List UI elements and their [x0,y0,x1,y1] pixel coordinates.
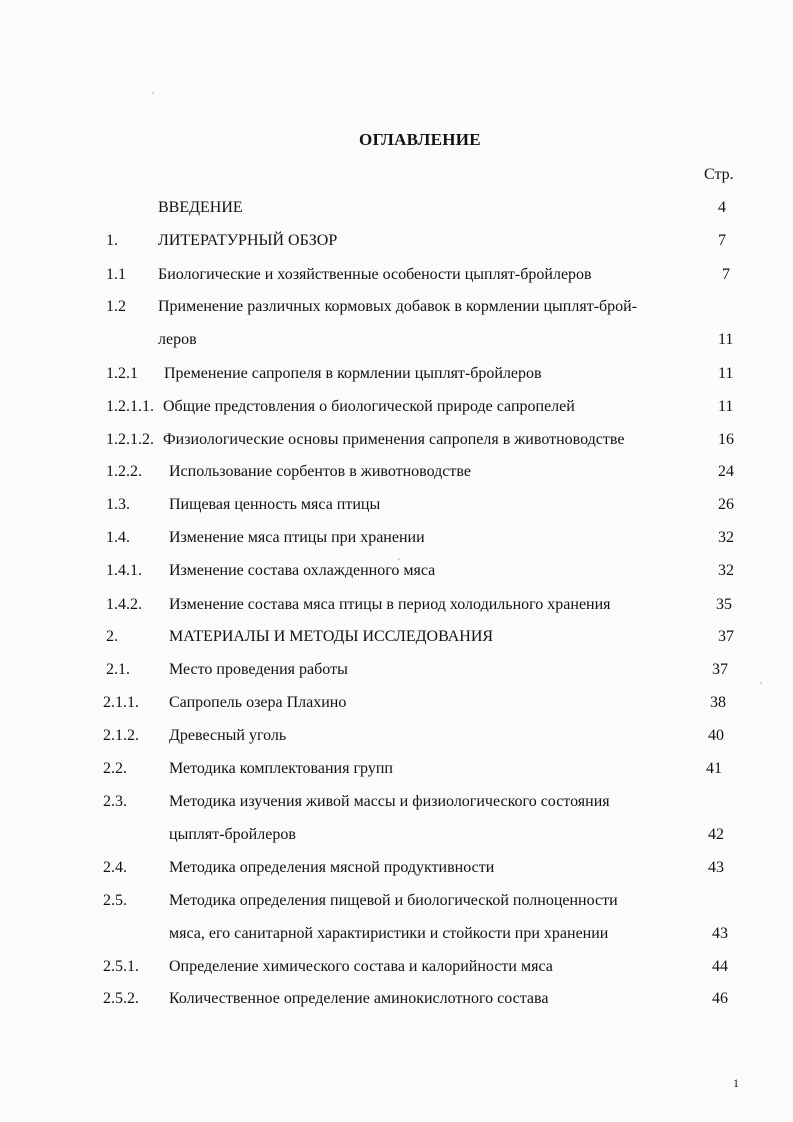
toc-entry-page: 37 [712,661,728,678]
toc-entry-number: 1.2.2. [106,463,142,480]
toc-entry-number: 1.4.2. [106,596,142,613]
page-title: ОГЛАВЛЕНИЕ [359,130,481,149]
toc-entry-text: Пищевая ценность мяса птицы [169,496,381,513]
toc-entry-text: Изменение состава мяса птицы в период холодильного хранения [169,596,611,613]
toc-entry-page: 32 [718,529,734,546]
scan-speck [760,682,762,684]
toc-entry-number: 1.2.1.2. [106,431,154,448]
toc-entry-page: 43 [708,859,724,876]
toc-entry-number: 2.5.1. [103,958,139,975]
page-column-header: Стр. [704,166,734,183]
toc-entry-text: Сапропель озера Плахино [169,694,347,711]
toc-entry-text: Общие предстовления о биологической природе сапропелей [163,398,575,415]
toc-entry-page: 35 [716,596,732,613]
toc-entry-number: 1.2 [106,298,126,315]
toc-entry-page: 37 [718,628,734,645]
toc-entry-text: МАТЕРИАЛЫ И МЕТОДЫ ИССЛЕДОВАНИЯ [169,628,494,645]
toc-entry-page: 16 [718,431,734,448]
toc-entry-text: Методика изучения живой массы и физиологического состояния [169,793,610,810]
scan-speck [152,92,154,94]
toc-entry-text-continued: леров [158,331,197,348]
toc-entry-page: 41 [706,760,722,777]
toc-entry-text: Использование сорбентов в животноводстве [169,463,471,480]
toc-entry-number: 1. [106,232,118,249]
toc-entry-number: 2.3. [103,793,127,810]
toc-entry-number: 2. [106,628,118,645]
toc-entry-text: Место проведения работы [169,661,348,678]
toc-entry-text-continued: мяса, его санитарной характиристики и стойкости при хранении [169,925,609,942]
toc-entry-page: 11 [718,331,734,348]
toc-entry-number: 1.4.1. [106,562,142,579]
toc-entry-text: Определение химического состава и калорийности мяса [169,958,553,975]
toc-entry-text: ВВЕДЕНИЕ [158,199,243,216]
toc-entry-page: 7 [718,232,726,249]
toc-entry-text: Методика определения пищевой и биологической полноценности [169,892,618,909]
toc-entry-page: 4 [718,199,726,216]
toc-entry-text: Методика комплектования групп [169,760,393,777]
toc-entry-text: Пременение сапропеля в кормлении цыплят-бройлеров [164,365,542,382]
toc-entry-page: 38 [710,694,726,711]
toc-entry-number: 1.4. [106,529,130,546]
toc-entry-number: 1.3. [106,496,130,513]
toc-entry-page: 26 [718,496,734,513]
toc-entry-page: 24 [718,463,734,480]
toc-entry-text: Методика определения мясной продуктивности [169,859,495,876]
toc-entry-page: 43 [712,925,728,942]
scan-speck [398,558,400,560]
toc-entry-number: 2.1.1. [103,694,139,711]
toc-entry-number: 2.1.2. [103,727,139,744]
toc-entry-number: 2.4. [103,859,127,876]
toc-entry-text: Изменение мяса птицы при хранении [169,529,425,546]
toc-entry-number: 2.2. [103,760,127,777]
toc-entry-text: Биологические и хозяйственные особености цыплят-бройлеров [158,266,592,283]
toc-entry-page: 7 [722,266,730,283]
toc-entry-text: Количественное определение аминокислотного состава [169,990,549,1007]
toc-entry-text: ЛИТЕРАТУРНЫЙ ОБЗОР [158,232,338,249]
toc-entry-number: 1.2.1 [106,365,138,382]
toc-entry-page: 11 [718,365,734,382]
toc-entry-page: 44 [712,958,728,975]
toc-entry-text: Применение различных кормовых добавок в кормлении цыплят-брой- [158,298,638,315]
toc-entry-page: 32 [718,562,734,579]
toc-entry-text-continued: цыплят-бройлеров [169,826,296,843]
toc-entry-number: 2.1. [106,661,130,678]
toc-entry-page: 11 [718,398,734,415]
toc-entry-page: 46 [712,990,728,1007]
toc-entry-page: 42 [708,826,724,843]
toc-entry-text: Изменение состава охлажденного мяса [169,562,436,579]
toc-entry-number: 1.1 [106,266,126,283]
toc-entry-text: Древесный уголь [169,727,287,744]
toc-entry-text: Физиологические основы применения сапропеля в животноводстве [163,431,625,448]
footer-page-number: 1 [733,1076,739,1090]
toc-entry-number: 2.5.2. [103,990,139,1007]
toc-entry-number: 2.5. [103,892,127,909]
toc-entry-number: 1.2.1.1. [106,398,154,415]
toc-entry-page: 40 [708,727,724,744]
